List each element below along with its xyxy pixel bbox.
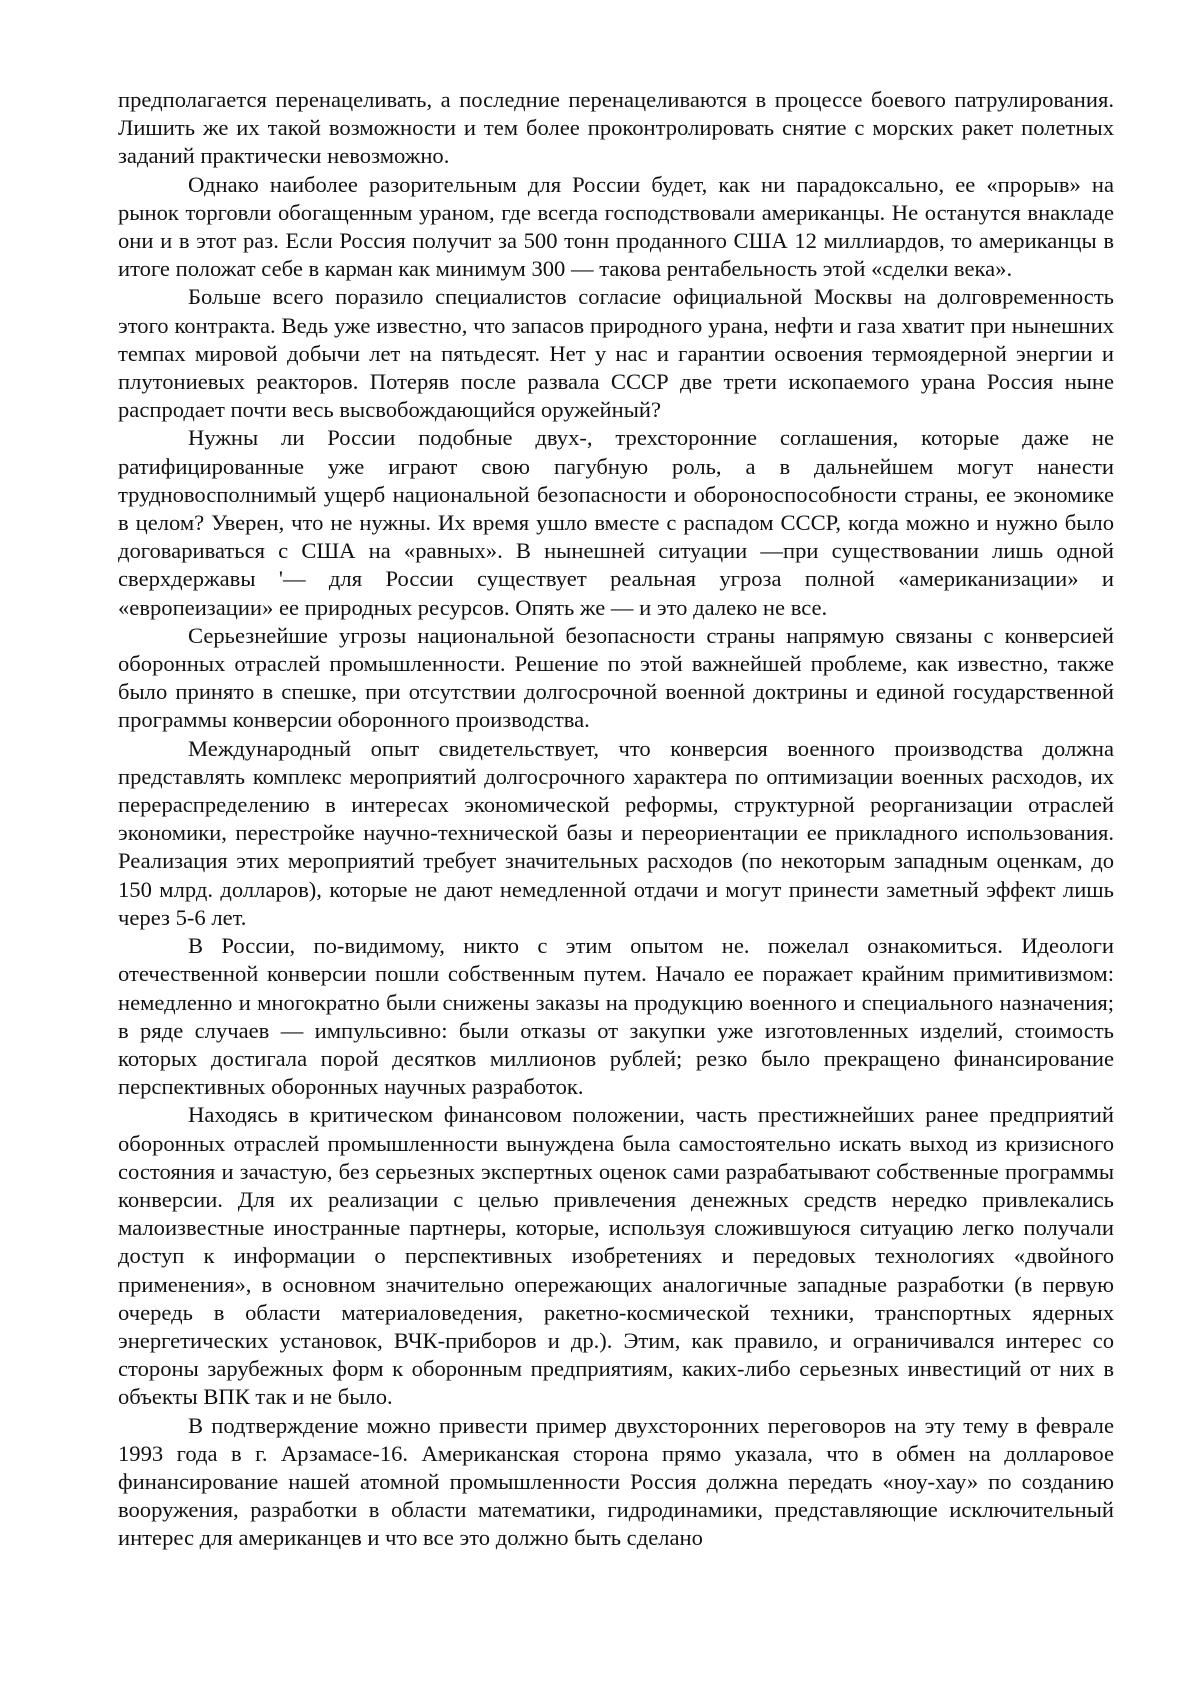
paragraph-russian-conversion: В России, по-видимому, никто с этим опытом не. пожелал ознакомиться. Идеологи отечественной конверсии пошли собственным путем. Начало ее поражает крайним примитивизмом: немедленно и многократно были снижены заказы на продукцию военного и специального назначения; в ряде случаев — импульсивно: были отказы от закупки уже изготовленных изделий, стоимость которых достигала порой десятков миллионов рублей; резко было прекращено финансирование перспективных оборонных научных разработок.: [118, 932, 1114, 1101]
paragraph-conversion-threats: Серьезнейшие угрозы национальной безопасности страны напрямую связаны с конверсией оборонных отраслей промышленности. Решение по этой важнейшей проблеме, как известно, также было принято в спешке, при отсутствии долгосрочной военной доктрины и единой государственной программы конверсии оборонного производства.: [118, 622, 1114, 735]
paragraph-enterprises-crisis: Находясь в критическом финансовом положении, часть престижнейших ранее предприятий оборонных отраслей промышленности вынуждена была самостоятельно искать выход из кризисного состояния и зачастую, без серьезных экспертных оценок сами разрабатывают собственные программы конверсии. Для их реализации с целью привлечения денежных средств нередко привлекались малоизвестные иностранные партнеры, которые, используя сложившуюся ситуацию легко получали доступ к информации о перспективных изобретениях и передовых технологиях «двойного применения», в основном значительно опережающих аналогичные западные разработки (в первую очередь в области материаловедения, ракетно-космической техники, транспортных ядерных энергетических установок, ВЧК-приборов и др.). Этим, как правило, и ограничивался интерес со стороны зарубежных форм к оборонным предприятиям, каких-либо серьезных инвестиций от них в объекты ВПК так и не было.: [118, 1101, 1114, 1411]
paragraph-international-experience: Международный опыт свидетельствует, что конверсия военного производства должна представлять комплекс мероприятий долгосрочного характера по оптимизации военных расходов, их перераспределению в интересах экономической реформы, структурной реорганизации отраслей экономики, перестройке научно-технической базы и переориентации ее прикладного использования. Реализация этих мероприятий требует значительных расходов (по некоторым западным оценкам, до 150 млрд. долларов), которые не дают немедленной отдачи и могут принести заметный эффект лишь через 5-6 лет.: [118, 735, 1114, 932]
paragraph-uranium-market: Однако наиболее разорительным для России будет, как ни парадоксально, ее «прорыв» на рынок торговли обогащенным ураном, где всегда господствовали американцы. Не останутся внакладе они и в этот раз. Если Россия получит за 500 тонн проданного США 12 миллиардов, то американцы в итоге положат себе в карман как минимум 300 — такова рентабельность этой «сделки века».: [118, 171, 1114, 284]
paragraph-agreements-need: Нужны ли России подобные двух-, трехсторонние соглашения, которые даже не ратифицированные уже играют свою пагубную роль, а в дальнейшем могут нанести трудновосполнимый ущерб национальной безопасности и обороноспособности страны, ее экономике в целом? Уверен, что не нужны. Их время ушло вместе с распадом СССР, когда можно и нужно было договариваться с США на «равных». В нынешней ситуации —при существовании лишь одной сверхдержавы '— для России существует реальная угроза полной «американизации» и «европеизации» ее природных ресурсов. Опять же — и это далеко не все.: [118, 424, 1114, 621]
document-page: [118, 86, 1114, 1553]
paragraph-arzamas-negotiations: В подтверждение можно привести пример двухсторонних переговоров на эту тему в феврале 1993 года в г. Арзамасе-16. Американская сторона прямо указала, что в обмен на долларовое финансирование нашей атомной промышленности Россия должна передать «ноу-хау» по созданию вооружения, разработки в области математики, гидродинамики, представляющие исключительный интерес для американцев и что все это должно быть сделано: [118, 1412, 1114, 1553]
paragraph-contract-duration: Больше всего поразило специалистов согласие официальной Москвы на долговременность этого контракта. Ведь уже известно, что запасов природного урана, нефти и газа хватит при нынешних темпах мировой добычи лет на пятьдесят. Нет у нас и гарантии освоения термоядерной энергии и плутониевых реакторов. Потеряв после развала СССР две трети ископаемого урана Россия ныне распродает почти весь высвобождающийся оружейный?: [118, 283, 1114, 424]
paragraph-missile-retargeting: предполагается перенацеливать, а последние перенацеливаются в процессе боевого патрулирования. Лишить же их такой возможности и тем более проконтролировать снятие с морских ракет полетных заданий практически невозможно.: [118, 86, 1114, 171]
